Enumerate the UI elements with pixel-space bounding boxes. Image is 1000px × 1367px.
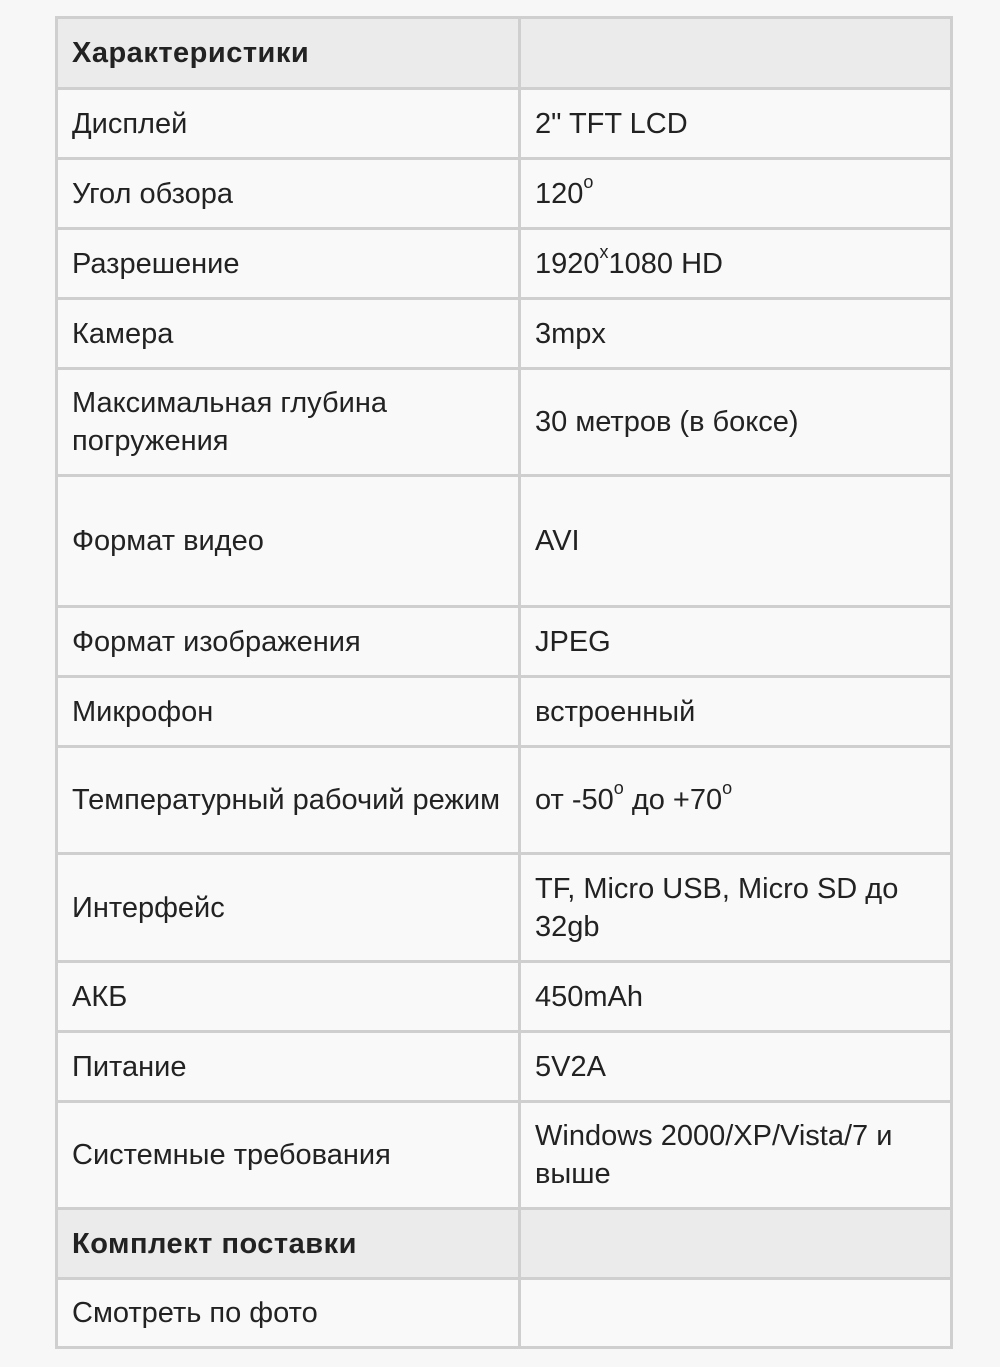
spec-label: Микрофон [57,677,520,747]
spec-value: 450mAh [520,962,952,1032]
degree-mark: о [613,778,624,799]
table-row [57,1032,952,1102]
spec-value-mid: до +70 [623,784,723,816]
spec-value-text: 120 [535,177,584,210]
table-row [57,1102,952,1209]
spec-value: 2" TFT LCD [520,89,952,159]
table-row [57,369,952,476]
table-row [57,476,952,607]
table-row [57,677,952,747]
spec-value: 5V2A [520,1032,952,1102]
spec-label: Температурный рабочий режим [57,747,520,854]
spec-value-text: 1920 [535,247,600,280]
table-row [57,747,952,854]
spec-label: Формат видео [57,476,520,607]
spec-label: Угол обзора [57,159,520,229]
table-row [57,229,952,299]
table-row [57,159,952,229]
degree-mark: о [722,778,733,799]
spec-value [520,229,952,299]
table-row [57,299,952,369]
spec-label: Питание [57,1032,520,1102]
spec-value: TF, Micro USB, Micro SD до 32gb [520,854,952,962]
spec-label: АКБ [57,962,520,1032]
spec-label: Разрешение [57,229,520,299]
spec-value: AVI [520,476,952,607]
spec-label: Интерфейс [57,854,520,962]
spec-label: Камера [57,299,520,369]
kit-value [520,1279,952,1348]
section-title: Характеристики [57,18,520,89]
table-row [57,89,952,159]
spec-value: 30 метров (в боксе) [520,369,952,476]
section-title: Комплект поставки [57,1209,520,1279]
specs-table [55,16,953,1349]
table-row [57,1279,952,1348]
spec-label: Максимальная глубина погружения [57,369,520,476]
spec-value-suffix: 1080 HD [608,247,723,280]
section-value [520,1209,952,1279]
spec-value: JPEG [520,607,952,677]
spec-value [520,747,952,854]
degree-mark: о [583,171,594,192]
table-row [57,607,952,677]
section-header-kit [57,1209,952,1279]
table-row [57,962,952,1032]
multiply-mark: x [599,241,609,262]
section-value [520,18,952,89]
spec-label: Формат изображения [57,607,520,677]
spec-value-prefix: от -50 [535,784,614,816]
table-row [57,854,952,962]
spec-value [520,159,952,229]
spec-value: встроенный [520,677,952,747]
kit-label: Смотреть по фото [57,1279,520,1348]
spec-label: Системные требования [57,1102,520,1209]
spec-value: Windows 2000/XP/Vista/7 и выше [520,1102,952,1209]
spec-label: Дисплей [57,89,520,159]
section-header-specs [57,18,952,89]
spec-value: 3mpx [520,299,952,369]
